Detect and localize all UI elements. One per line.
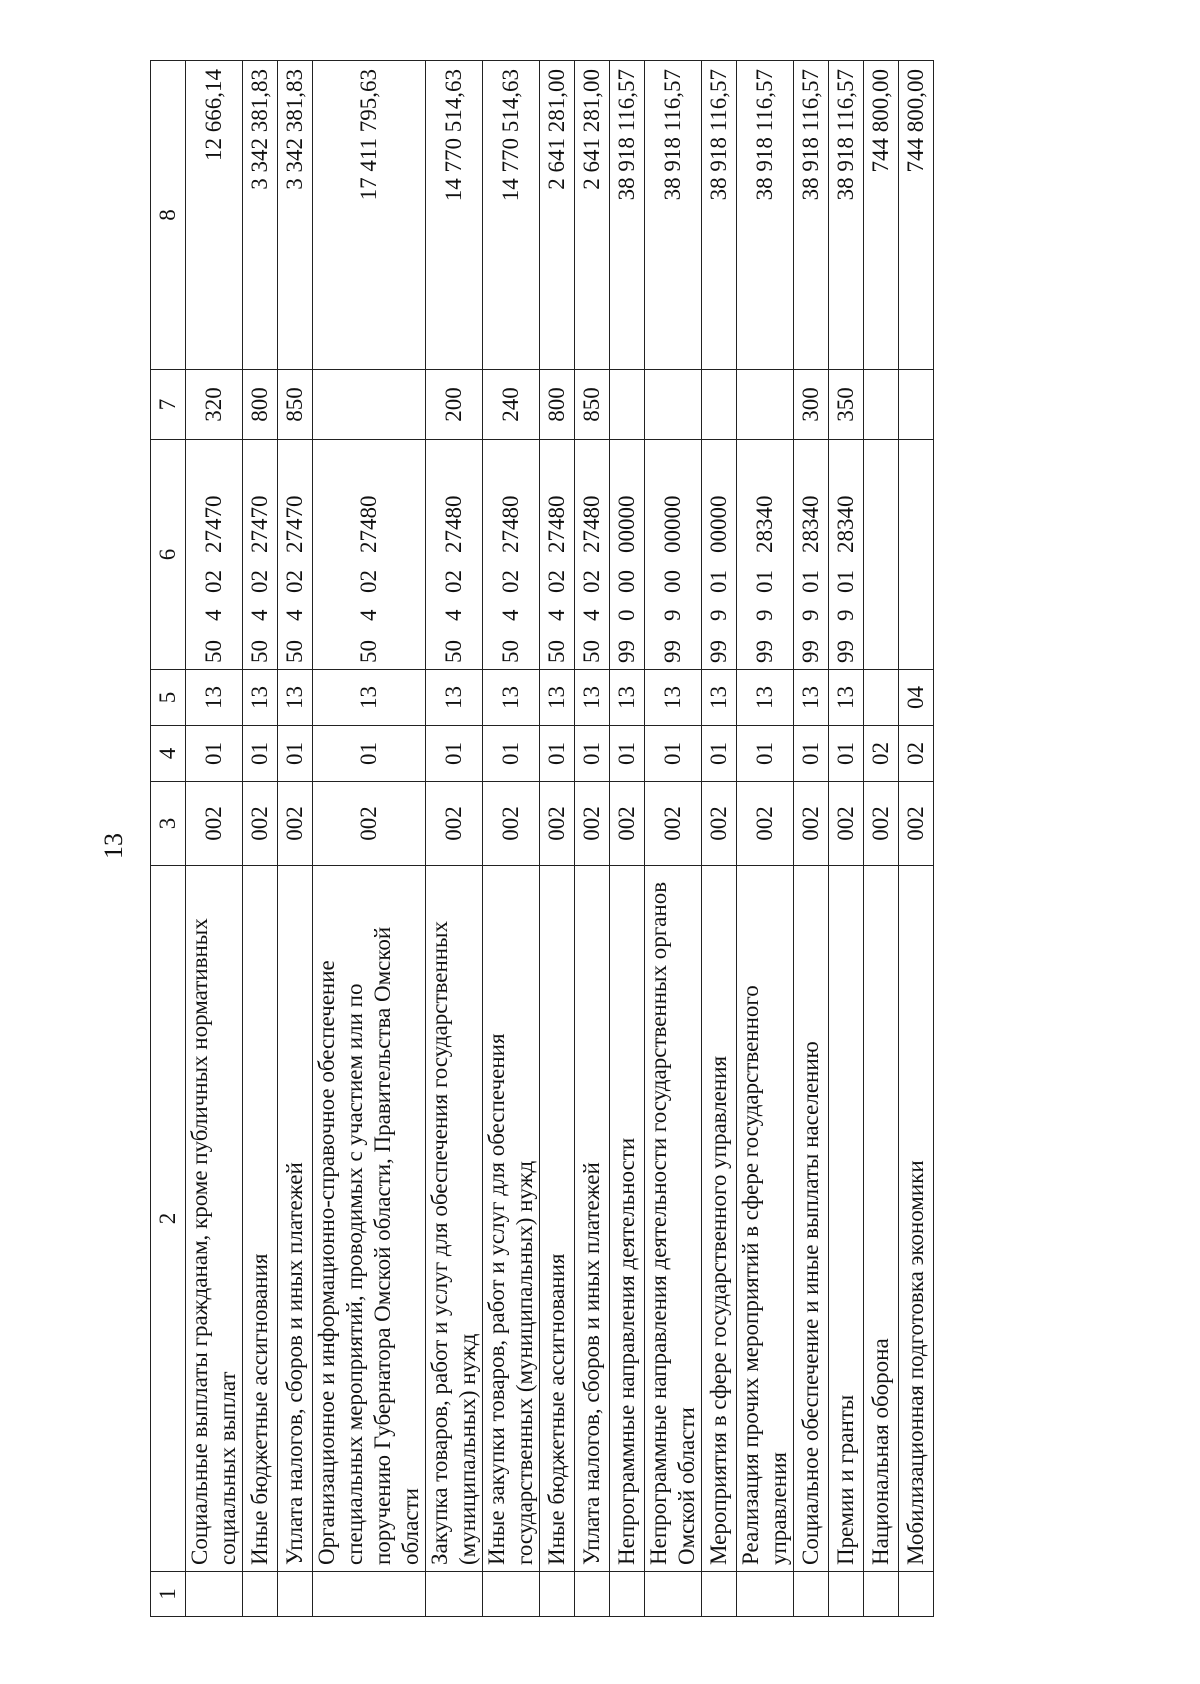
expense-type-cell [313, 370, 426, 440]
column-header: 1 [151, 1572, 186, 1617]
section-cell: 01 [575, 726, 610, 782]
table-row [794, 61, 829, 1617]
target-article-cell [864, 440, 899, 670]
target-article-part: 27470 [247, 495, 272, 553]
target-article-cell [829, 440, 864, 670]
subsection-cell: 13 [426, 670, 483, 726]
table-row [313, 61, 426, 1617]
expense-type-cell [610, 370, 645, 440]
target-article-cell [278, 440, 313, 670]
target-article-part: 4 [247, 609, 272, 621]
target-article-cell [575, 440, 610, 670]
row-name-cell: Иные бюджетные ассигнования [243, 866, 278, 1572]
table-row [186, 61, 243, 1617]
expense-type-cell: 350 [829, 370, 864, 440]
subsection-cell: 13 [829, 670, 864, 726]
amount-cell: 14 770 514,63 [426, 61, 483, 370]
target-article-part: 27470 [282, 495, 307, 553]
target-article-part: 99 [706, 640, 731, 663]
target-article-part: 4 [356, 609, 381, 621]
section-cell: 01 [540, 726, 575, 782]
section-cell: 01 [278, 726, 313, 782]
table-row [829, 61, 864, 1617]
target-article-part: 9 [706, 609, 731, 621]
target-article-part: 28340 [833, 495, 858, 553]
row-number-cell [737, 1572, 794, 1617]
row-number-cell [829, 1572, 864, 1617]
row-number-cell [575, 1572, 610, 1617]
section-cell: 02 [864, 726, 899, 782]
table-row [864, 61, 899, 1617]
amount-cell: 17 411 795,63 [313, 61, 426, 370]
section-cell: 01 [243, 726, 278, 782]
target-article-part: 27480 [441, 495, 466, 553]
code-cell: 002 [483, 782, 540, 866]
target-article-part: 00000 [706, 495, 731, 553]
target-article-part: 02 [544, 570, 569, 593]
code-cell: 002 [313, 782, 426, 866]
table-row [702, 61, 737, 1617]
column-header: 6 [151, 440, 186, 670]
row-name-cell: Уплата налогов, сборов и иных платежей [575, 866, 610, 1572]
target-article-part: 99 [752, 640, 777, 663]
row-name-cell: Иные закупки товаров, работ и услуг для обеспечения государственных (муниципальных) нужд [483, 866, 540, 1572]
row-number-cell [794, 1572, 829, 1617]
target-article-cell [540, 440, 575, 670]
section-cell: 01 [794, 726, 829, 782]
row-number-cell [899, 1572, 934, 1617]
subsection-cell: 13 [575, 670, 610, 726]
subsection-cell: 13 [313, 670, 426, 726]
code-cell: 002 [899, 782, 934, 866]
code-cell: 002 [702, 782, 737, 866]
row-number-cell [483, 1572, 540, 1617]
row-number-cell [702, 1572, 737, 1617]
row-name-cell: Премии и гранты [829, 866, 864, 1572]
subsection-cell: 13 [483, 670, 540, 726]
target-article-part: 99 [798, 640, 823, 663]
code-cell: 002 [864, 782, 899, 866]
section-cell: 01 [702, 726, 737, 782]
target-article-cell [610, 440, 645, 670]
row-name-cell: Организационное и информационно-справочное обеспечение специальных мероприятий, проводимых с участием или по поручению Губернатора Омской области, Правительства Омской области [313, 866, 426, 1572]
column-header: 2 [151, 866, 186, 1572]
amount-cell: 744 800,00 [864, 61, 899, 370]
code-cell: 002 [540, 782, 575, 866]
subsection-cell: 13 [610, 670, 645, 726]
target-article-part: 02 [441, 570, 466, 593]
target-article-part: 4 [441, 609, 466, 621]
expense-type-cell: 850 [278, 370, 313, 440]
column-header: 8 [151, 61, 186, 370]
table-row [575, 61, 610, 1617]
subsection-cell: 13 [702, 670, 737, 726]
section-cell: 01 [426, 726, 483, 782]
amount-cell: 38 918 116,57 [829, 61, 864, 370]
target-article-part: 50 [356, 640, 381, 663]
column-header: 3 [151, 782, 186, 866]
target-article-cell [186, 440, 243, 670]
expense-type-cell [899, 370, 934, 440]
target-article-part: 4 [579, 609, 604, 621]
section-cell: 01 [645, 726, 702, 782]
row-number-cell [243, 1572, 278, 1617]
amount-cell: 38 918 116,57 [610, 61, 645, 370]
section-cell: 01 [737, 726, 794, 782]
target-article-part: 00000 [660, 495, 685, 553]
table-row [737, 61, 794, 1617]
expense-type-cell: 300 [794, 370, 829, 440]
target-article-part: 27480 [498, 495, 523, 553]
code-cell: 002 [737, 782, 794, 866]
column-header: 7 [151, 370, 186, 440]
target-article-part: 27470 [201, 495, 226, 553]
target-article-part: 50 [282, 640, 307, 663]
target-article-part: 50 [579, 640, 604, 663]
expense-type-cell: 240 [483, 370, 540, 440]
target-article-part: 50 [441, 640, 466, 663]
page-number: 13 [99, 833, 128, 859]
rotated-table-container [150, 61, 1090, 1617]
amount-cell: 2 641 281,00 [575, 61, 610, 370]
subsection-cell: 13 [540, 670, 575, 726]
target-article-part: 00000 [614, 495, 639, 553]
row-name-cell: Непрограммные направления деятельности государственных органов Омской области [645, 866, 702, 1572]
target-article-part: 02 [579, 570, 604, 593]
code-cell: 002 [278, 782, 313, 866]
table-row [610, 61, 645, 1617]
target-article-part: 50 [498, 640, 523, 663]
row-name-cell: Закупка товаров, работ и услуг для обеспечения государственных (муниципальных) нужд [426, 866, 483, 1572]
subsection-cell: 13 [186, 670, 243, 726]
subsection-cell: 04 [899, 670, 934, 726]
target-article-cell [645, 440, 702, 670]
expense-type-cell: 320 [186, 370, 243, 440]
column-header: 4 [151, 726, 186, 782]
section-cell: 01 [610, 726, 645, 782]
code-cell: 002 [575, 782, 610, 866]
target-article-cell [794, 440, 829, 670]
code-cell: 002 [645, 782, 702, 866]
table-row [483, 61, 540, 1617]
amount-cell: 38 918 116,57 [645, 61, 702, 370]
column-header: 5 [151, 670, 186, 726]
budget-table [150, 60, 934, 1617]
target-article-cell [737, 440, 794, 670]
target-article-cell [899, 440, 934, 670]
row-number-cell [426, 1572, 483, 1617]
row-number-cell [645, 1572, 702, 1617]
section-cell: 02 [899, 726, 934, 782]
target-article-cell [313, 440, 426, 670]
target-article-part: 28340 [752, 495, 777, 553]
target-article-part: 02 [201, 570, 226, 593]
row-name-cell: Уплата налогов, сборов и иных платежей [278, 866, 313, 1572]
target-article-part: 02 [247, 570, 272, 593]
row-name-cell: Мероприятия в сфере государственного управления [702, 866, 737, 1572]
amount-cell: 38 918 116,57 [737, 61, 794, 370]
expense-type-cell: 800 [540, 370, 575, 440]
target-article-part: 02 [356, 570, 381, 593]
target-article-part: 4 [544, 609, 569, 621]
target-article-part: 27480 [356, 495, 381, 553]
code-cell: 002 [794, 782, 829, 866]
row-name-cell: Реализация прочих мероприятий в сфере государственного управления [737, 866, 794, 1572]
subsection-cell: 13 [737, 670, 794, 726]
target-article-part: 01 [798, 570, 823, 593]
amount-cell: 3 342 381,83 [278, 61, 313, 370]
amount-cell: 2 641 281,00 [540, 61, 575, 370]
expense-type-cell: 850 [575, 370, 610, 440]
row-name-cell: Социальные выплаты гражданам, кроме публичных нормативных социальных выплат [186, 866, 243, 1572]
target-article-part: 00 [660, 570, 685, 593]
target-article-part: 27480 [579, 495, 604, 553]
expense-type-cell [645, 370, 702, 440]
subsection-cell: 13 [794, 670, 829, 726]
header-row [151, 61, 186, 1617]
expense-type-cell [864, 370, 899, 440]
amount-cell: 12 666,14 [186, 61, 243, 370]
target-article-part: 9 [660, 609, 685, 621]
code-cell: 002 [829, 782, 864, 866]
code-cell: 002 [243, 782, 278, 866]
table-row [426, 61, 483, 1617]
target-article-part: 27480 [544, 495, 569, 553]
section-cell: 01 [313, 726, 426, 782]
table-row [278, 61, 313, 1617]
row-number-cell [610, 1572, 645, 1617]
code-cell: 002 [186, 782, 243, 866]
target-article-cell [243, 440, 278, 670]
target-article-cell [702, 440, 737, 670]
target-article-cell [483, 440, 540, 670]
expense-type-cell: 800 [243, 370, 278, 440]
target-article-part: 00 [614, 570, 639, 593]
table-row [645, 61, 702, 1617]
target-article-part: 50 [247, 640, 272, 663]
target-article-cell [426, 440, 483, 670]
row-name-cell: Мобилизационная подготовка экономики [899, 866, 934, 1572]
expense-type-cell [702, 370, 737, 440]
row-name-cell: Непрограммные направления деятельности [610, 866, 645, 1572]
row-name-cell: Социальное обеспечение и иные выплаты населению [794, 866, 829, 1572]
target-article-part: 9 [833, 609, 858, 621]
subsection-cell [864, 670, 899, 726]
target-article-part: 01 [706, 570, 731, 593]
row-number-cell [540, 1572, 575, 1617]
table-row [899, 61, 934, 1617]
row-number-cell [313, 1572, 426, 1617]
target-article-part: 99 [833, 640, 858, 663]
code-cell: 002 [610, 782, 645, 866]
section-cell: 01 [829, 726, 864, 782]
section-cell: 01 [483, 726, 540, 782]
amount-cell: 3 342 381,83 [243, 61, 278, 370]
target-article-part: 99 [614, 640, 639, 663]
table-row [243, 61, 278, 1617]
target-article-part: 01 [833, 570, 858, 593]
target-article-part: 50 [201, 640, 226, 663]
expense-type-cell [737, 370, 794, 440]
section-cell: 01 [186, 726, 243, 782]
target-article-part: 0 [614, 609, 639, 621]
amount-cell: 744 800,00 [899, 61, 934, 370]
target-article-part: 50 [544, 640, 569, 663]
amount-cell: 14 770 514,63 [483, 61, 540, 370]
target-article-part: 99 [660, 640, 685, 663]
target-article-part: 9 [752, 609, 777, 621]
row-name-cell: Национальная оборона [864, 866, 899, 1572]
subsection-cell: 13 [278, 670, 313, 726]
code-cell: 002 [426, 782, 483, 866]
row-number-cell [278, 1572, 313, 1617]
target-article-part: 02 [282, 570, 307, 593]
target-article-part: 9 [798, 609, 823, 621]
row-number-cell [186, 1572, 243, 1617]
row-name-cell: Иные бюджетные ассигнования [540, 866, 575, 1572]
amount-cell: 38 918 116,57 [702, 61, 737, 370]
amount-cell: 38 918 116,57 [794, 61, 829, 370]
target-article-part: 28340 [798, 495, 823, 553]
target-article-part: 4 [498, 609, 523, 621]
subsection-cell: 13 [645, 670, 702, 726]
row-number-cell [864, 1572, 899, 1617]
expense-type-cell: 200 [426, 370, 483, 440]
table-row [540, 61, 575, 1617]
target-article-part: 02 [498, 570, 523, 593]
target-article-part: 4 [282, 609, 307, 621]
subsection-cell: 13 [243, 670, 278, 726]
target-article-part: 4 [201, 609, 226, 621]
target-article-part: 01 [752, 570, 777, 593]
